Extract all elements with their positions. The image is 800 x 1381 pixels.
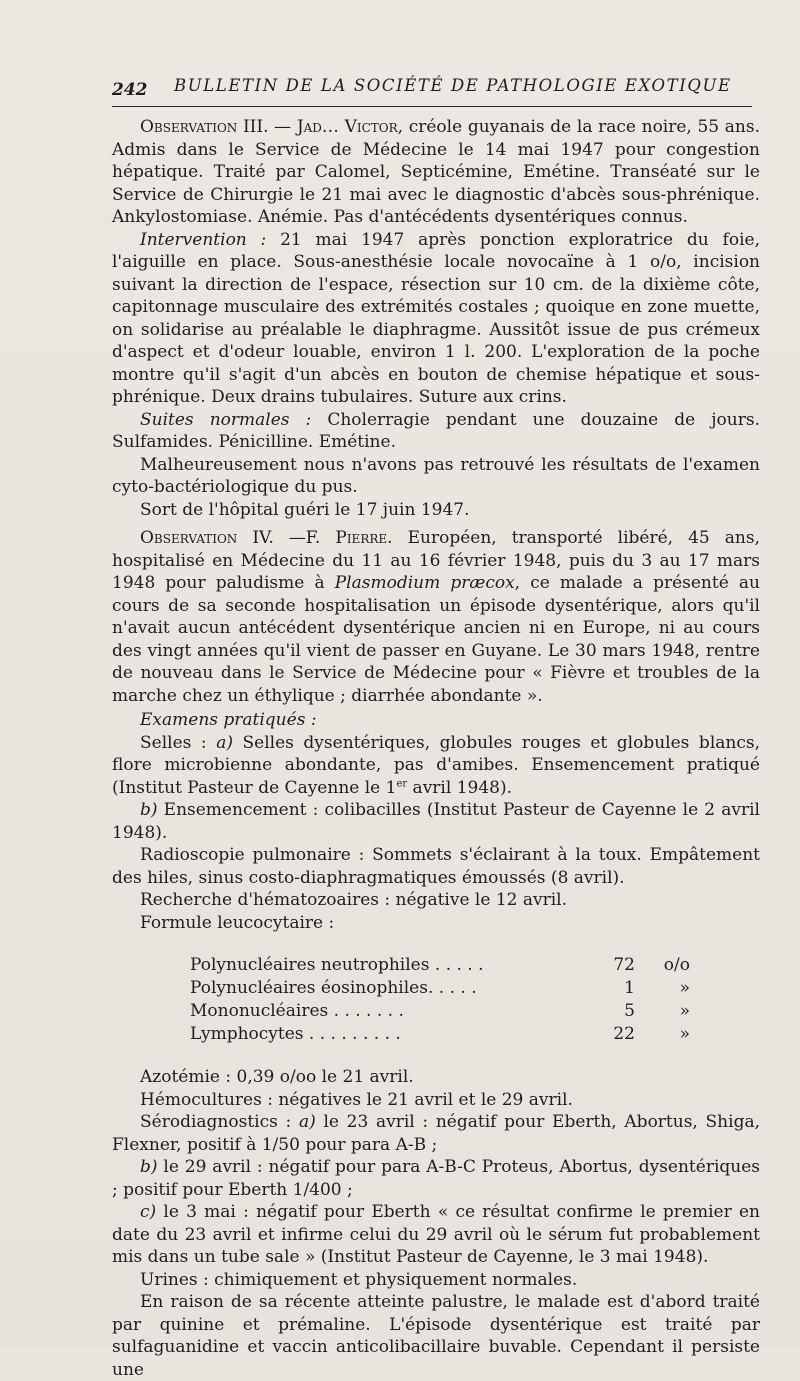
serodiagnostic-c: c) le 3 mai : négatif pour Eberth « ce résultat confirme le premier en date du 23 avril et infirme celui du 29 avril où le sérum fut probablement mis dans un tube sale » (Institut Pasteur de Cayenne, le 3 mai 1948). [112, 1202, 760, 1267]
observation-4-heading: Observation IV. [140, 528, 274, 548]
observation-3-suites [112, 409, 760, 454]
intervention-label: Intervention : [140, 229, 267, 250]
intervention-text: 21 mai 1947 après ponction exploratrice du foie, l'aiguille en place. Sous-anesthésie locale novocaïne à 1 o/o, incision suivant la direction de l'espace, résection sur 10 cm. de la dixième côte, capitonnage musculaire des extrémités costales ; quoique en zone muette, on solidarise au préalable le diaphragme. Aussitôt issue de pus crémeux d'aspect et d'odeur louable, environ 1 l. 200. L'exploration de la poche montre qu'il s'agit d'un abcès en bouton de chemise hépatique et sous-phrénique. Deux drains tubulaires. Suture aux crins. [112, 229, 760, 407]
formula-row: Polynucléaires neutrophiles . . . . . 72 o/o [190, 955, 690, 975]
observation-3-heading: Observation III. [140, 117, 269, 137]
observation-4-intro [112, 527, 760, 707]
selles-b: b) Ensemencement : colibacilles (Institut Pasteur de Cayenne le 2 avril 1948). [112, 800, 760, 843]
selles-a: Selles : a) Selles dysentériques, globules rouges et globules blancs, flore microbienne abondante, pas d'amibes. Ensemencement pratiqué (Institut Pasteur de Cayenne le 1er avril 1948). [112, 732, 760, 798]
running-header [112, 72, 752, 107]
observation-3-patient: — Jad… Victor, [268, 117, 409, 137]
formule-leucocytaire-table [190, 954, 710, 1046]
article-body [112, 116, 760, 1381]
observation-4-text-a: Européen, transporté libéré, 45 ans, hospitalisé en Médecine du 11 au 16 février 1948, puis du 3 au 17 mars 1948 pour paludisme à [112, 528, 760, 593]
observation-4-patient: —F. Pierre. [273, 528, 408, 548]
examens-heading: Examens pratiqués : [140, 710, 317, 730]
page-number: 242 [112, 80, 148, 100]
observation-3-intervention [112, 229, 760, 409]
serodiagnostic-b: b) le 29 avril : négatif pour para A-B-C Proteus, Abortus, dysentériques ; positif pour Eberth 1/400 ; [112, 1157, 760, 1200]
observation-3-discharge: Sort de l'hôpital guéri le 17 juin 1947. [140, 499, 470, 520]
treatment-paragraph: En raison de sa récente atteinte palustre, le malade est d'abord traité par quinine et prémaline. L'épisode dysentérique est traité par sulfaguanidine et vaccin anticolibacillaire buvable. Cependant il persiste une [112, 1292, 760, 1380]
observation-3-intro [112, 116, 760, 229]
superscript-er: er [396, 777, 408, 789]
formule-heading: Formule leucocytaire : [140, 912, 335, 933]
serodiagnostic-a: Sérodiagnostics : a) le 23 avril : négatif pour Eberth, Abortus, Shiga, Flexner, positif à 1/50 pour para A-B ; [112, 1112, 760, 1155]
formula-row: Lymphocytes . . . . . . . . . 22 » [190, 1024, 690, 1044]
urines: Urines : chimiquement et physiquement normales. [140, 1269, 578, 1290]
formula-row: Polynucléaires éosinophiles. . . . . 1 » [190, 978, 690, 998]
journal-title: BULLETIN DE LA SOCIÉTÉ DE PATHOLOGIE EXOTIQUE [174, 76, 732, 95]
suites-text: Cholerragie pendant une douzaine de jours. Sulfamides. Pénicilline. Emétine. [112, 409, 760, 452]
azotemie: Azotémie : 0,39 o/oo le 21 avril. [140, 1067, 414, 1087]
hematozoaires: Recherche d'hématozoaires : négative le 12 avril. [140, 890, 567, 910]
observation-4-text-b: , ce malade a présenté au cours de sa seconde hospitalisation un épisode dysentérique, alors qu'il n'avait aucun antécédent dysentérique ancien ni en Europe, ni au cours des vingt années qu'il vient de passer en Guyane. Le 30 mars 1948, rentre de nouveau dans le Service de Médecine pour « Fièvre et troubles de la marche chez un éthylique ; diarrhée abondante ». [112, 573, 760, 706]
observation-3-text: créole guyanais de la race noire, 55 ans. Admis dans le Service de Médecine le 14 mai 1947 pour congestion hépatique. Traité par Calomel, Septicémine, Emétine. Transéaté sur le Service de Chirurgie le 21 mai avec le diagnostic d'abcès sous-phrénique. Ankylostomiase. Anémie. Pas d'antécédents dysentériques connus. [112, 117, 760, 227]
formula-row: Mononucléaires . . . . . . . 5 » [190, 1001, 690, 1021]
suites-label: Suites normales : [140, 409, 312, 430]
plasmodium-name: Plasmodium præcox [334, 573, 515, 593]
hemocultures: Hémocultures : négatives le 21 avril et le 29 avril. [140, 1089, 573, 1110]
radioscopie: Radioscopie pulmonaire : Sommets s'éclairant à la toux. Empâtement des hiles, sinus costo-diaphragmatiques émoussés (8 avril). [112, 845, 760, 888]
observation-3-exam-note: Malheureusement nous n'avons pas retrouvé les résultats de l'examen cyto-bactériologique du pus. [112, 454, 760, 497]
